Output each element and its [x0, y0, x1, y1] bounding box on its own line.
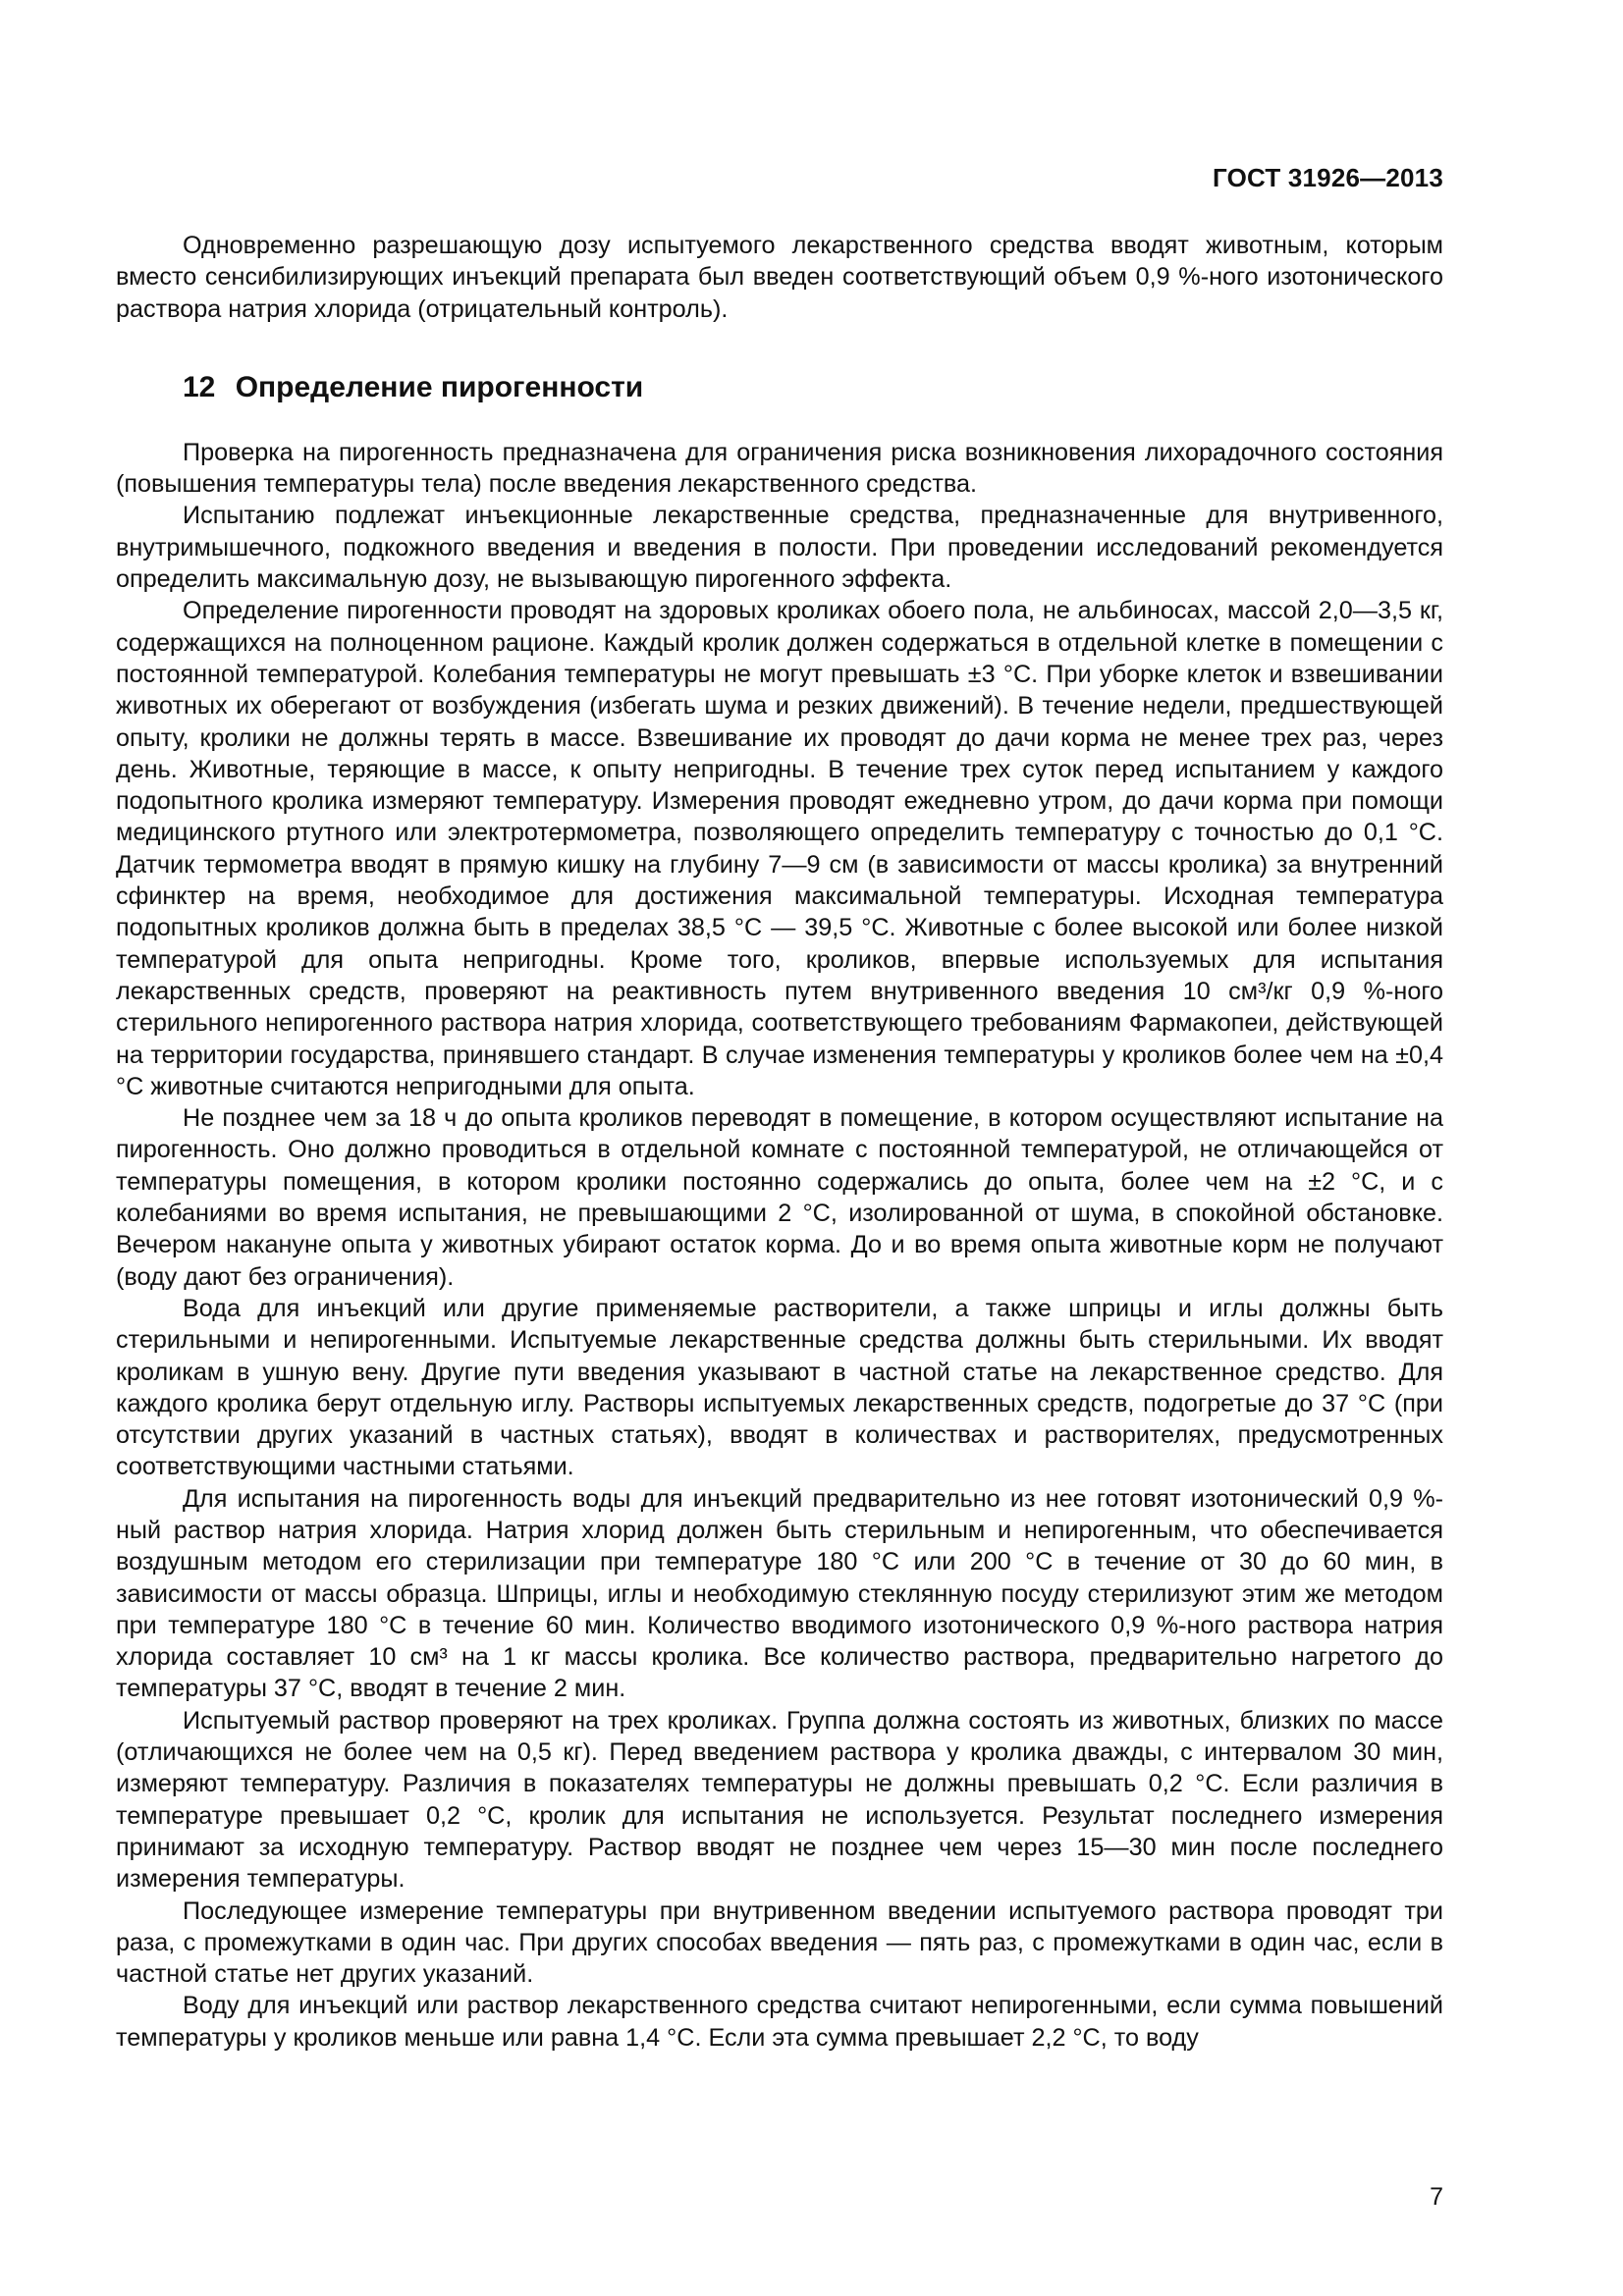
- paragraph: Для испытания на пирогенность воды для инъекций предварительно из нее готовят изотонический 0,9 %-ный раствор натрия хлорида. Натрия хлорид должен быть стерильным и непирогенным, что обеспечивается воздушным методом его стерилизации при температуре 180 °С или 200 °С в течение от 30 до 60 мин, в зависимости от массы образца. Шприцы, иглы и необходимую стеклянную посуду стерилизуют этим же методом при температуре 180 °С в течение 60 мин. Количество вводимого изотонического 0,9 %-ного раствора натрия хлорида составляет 10 см³ на 1 кг массы кролика. Все количество раствора, предварительно нагретого до температуры 37 °С, вводят в течение 2 мин.: [116, 1484, 1443, 1703]
- section-title: Определение пирогенности: [235, 370, 644, 403]
- paragraph: Вода для инъекций или другие применяемые растворители, а также шприцы и иглы должны быть стерильными и непирогенными. Испытуемые лекарственные средства должны быть стерильными. Их вводят кроликам в ушную вену. Другие пути введения указывают в частной статье на лекарственное средство. Для каждого кролика берут отдельную иглу. Растворы испытуемых лекарственных средств, подогретые до 37 °С (при отсутствии других указаний в частных статьях), вводят в количествах и растворителях, предусмотренных соответствующими частными статьями.: [116, 1294, 1443, 1481]
- section-number: 12: [183, 370, 216, 403]
- paragraph: Проверка на пирогенность предназначена для ограничения риска возникновения лихорадочного состояния (повышения температуры тела) после введения лекарственного средства.: [116, 438, 1443, 499]
- paragraph: Последующее измерение температуры при внутривенном введении испытуемого раствора проводят три раза, с промежутками в один час. При других способах введения — пять раз, с промежутками в один час, если в частной статье нет других указаний.: [116, 1896, 1443, 1989]
- paragraph: Испытанию подлежат инъекционные лекарственные средства, предназначенные для внутривенного, внутримышечного, подкожного введения и введения в полости. При проведении исследований рекомендуется определить максимальную дозу, не вызывающую пирогенного эффекта.: [116, 502, 1443, 594]
- paragraph: Определение пирогенности проводят на здоровых кроликах обоего пола, не альбиносах, массой 2,0—3,5 кг, содержащихся на полноценном рационе. Каждый кролик должен содержаться в отдельной клетке в помещении с постоянной температурой. Колебания температуры не могут превышать ±3 °С. При уборке клеток и взвешивании животных их оберегают от возбуждения (избегать шума и резких движений). В течение недели, предшествующей опыту, кролики не должны терять в массе. Взвешивание их проводят до дачи корма не менее трех раз, через день. Животные, теряющие в массе, к опыту непригодны. В течение трех суток перед испытанием у каждого подопытного кролика измеряют температуру. Измерения проводят ежедневно утром, до дачи корма при помощи медицинского ртутного или электротермометра, позволяющего определить температуру с точностью до 0,1 °С. Датчик термометра вводят в прямую кишку на глубину 7—9 см (в зависимости от массы кролика) за внутренний сфинктер на время, необходимое для достижения максимальной температуры. Исходная температура подопытных кроликов должна быть в пределах 38,5 °С — 39,5 °С. Животные с более высокой или более низкой температурой для опыта непригодны. Кроме того, кроликов, впервые используемых для испытания лекарственных средств, проверяют на реактивность путем внутривенного введения 10 см³/кг 0,9 %-ного стерильного непирогенного раствора натрия хлорида, соответствующего требованиям Фармакопеи, действующей на территории государства, принявшего стандарт. В случае изменения температуры у кроликов более чем на ±0,4 °С животные считаются непригодными для опыта.: [116, 597, 1443, 1100]
- page-content: [116, 230, 1443, 2054]
- paragraph: Испытуемый раствор проверяют на трех кроликах. Группа должна состоять из животных, близких по массе (отличающихся не более чем на 0,5 кг). Перед введением раствора у кролика дважды, с интервалом 30 мин, измеряют температуру. Различия в показателях температуры не должны превышать 0,2 °С. Если различия в температуре превышает 0,2 °С, кролик для испытания не используется. Результат последнего измерения принимают за исходную температуру. Раствор вводят не позднее чем через 15—30 мин после последнего измерения температуры.: [116, 1706, 1443, 1894]
- section-heading: [183, 368, 1443, 407]
- intro-paragraph: Одновременно разрешающую дозу испытуемого лекарственного средства вводят животным, которым вместо сенсибилизирующих инъекций препарата был введен соответствующий объем 0,9 %-ного изотонического раствора натрия хлорида (отрицательный контроль).: [116, 232, 1443, 323]
- page-number: 7: [1430, 2183, 1443, 2211]
- paragraph: Воду для инъекций или раствор лекарственного средства считают непирогенными, если сумма повышений температуры у кроликов меньше или равна 1,4 °С. Если эта сумма превышает 2,2 °С, то воду: [116, 1992, 1443, 2052]
- paragraph: Не позднее чем за 18 ч до опыта кроликов переводят в помещение, в котором осуществляют испытание на пирогенность. Оно должно проводиться в отдельной комнате с постоянной температурой, не отличающейся от температуры помещения, в котором кролики постоянно содержались до опыта, более чем на ±2 °С, и с колебаниями во время испытания, не превышающими 2 °С, изолированной от шума, в спокойной обстановке. Вечером накануне опыта у животных убирают остаток корма. До и во время опыта животные корм не получают (воду дают без ограничения).: [116, 1104, 1443, 1291]
- document-code: ГОСТ 31926—2013: [1213, 163, 1443, 192]
